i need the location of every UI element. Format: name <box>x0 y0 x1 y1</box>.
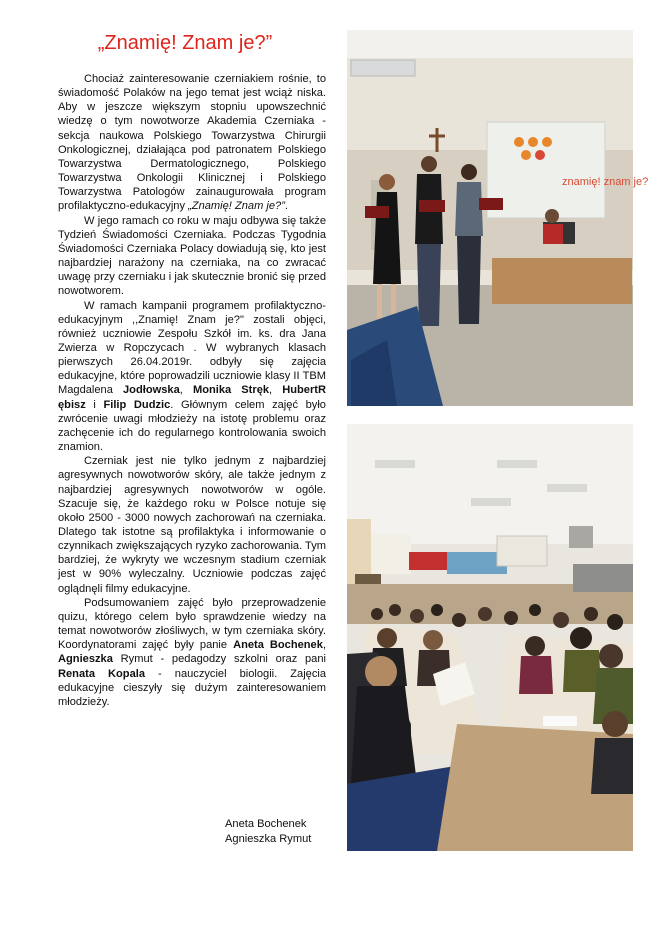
text-run: Chociaż zainteresowanie czerniakiem rośnie, to świadomość Polaków na jego temat jest wciąż niska. Aby w jeszcze większym stopniu upowszechnić wiedzę o tym nowotworze Akademia Czerniaka - sekcja naukowa Polskiego Towarzystwa Chirurgii Onkologicznej, działająca pod patronatem Polskiego Towarzystwa Dermatologicznego, Polskiego Towarzystwa Onkologii Klinicznej i Polskiego Towarzystwa Patologów zainaugurowała program profilaktyczno-edukacyjny <box>58 73 326 213</box>
text-run: W ramach kampanii programem profilaktyczno-edukacyjnym ,,Znamię! Znam je?" zostali objęci, również uczniowie Zespołu Szkół im. ks. dra Jana Zwierza w Ropczycach . W wybranych klasach pierwszych 26.04.2019r. odbyły się zajęcia edukacyjne, które poprowadzili uczniowie klasy II TBM Magdalena <box>58 299 326 397</box>
paragraph-1 <box>58 72 326 214</box>
bold-name: Renata Kopala <box>58 667 146 680</box>
text-run: . <box>284 200 288 213</box>
bold-name: Monika Stręk <box>192 384 270 397</box>
paragraph-4 <box>58 454 326 596</box>
text-run: . Głównym celem zajęć było zwrócenie uwagi młodzieży na istotę problemu oraz zachęcenie ich do regularnego kontrolowania swoich znamion. <box>58 398 326 454</box>
signature-author-2: Agnieszka Rymut <box>225 833 312 845</box>
bold-name: Filip Dudzic <box>103 398 171 411</box>
text-run: W jego ramach co roku w maju odbywa się także Tydzień Świadomości Czerniaka. Podczas Tygodnia Świadomości Czerniaka Polacy dowiadują się, kto jest najbardziej narażony na czerniaka, na co zwracać uwagę przy czerniaku i jak skutecznie bronić się przed nowotworem. <box>58 214 326 298</box>
text-run: Rymut - pedagodzy szkolni oraz pani <box>112 653 326 666</box>
article-body <box>58 72 326 709</box>
screen-text: znamię! znam je? <box>562 176 649 188</box>
photo-presentation <box>347 30 649 406</box>
bold-name: Aneta Bochenek <box>233 639 323 652</box>
article-title: „Znamię! Znam je?” <box>97 32 273 54</box>
text-run: - nauczyciel biologii. Zajęcia edukacyjne cieszyły się dużym zainteresowaniem młodzieży. <box>58 667 327 708</box>
paragraph-3 <box>58 299 326 455</box>
classroom-photo-illustration <box>347 424 633 851</box>
presentation-photo-illustration <box>347 30 649 406</box>
paragraph-2 <box>58 214 326 299</box>
signature-author-1: Aneta Bochenek <box>225 818 307 830</box>
text-run: , <box>269 384 283 397</box>
text-run: Podsumowaniem zajęć było przeprowadzenie quizu, którego celem było sprawdzenie wiedzy na temat nowotworów złośliwych, w tym czerniaka skóry. Koordynatorami zajęć były panie <box>58 596 326 652</box>
bold-name: Agnieszka <box>58 653 113 666</box>
photo-classroom <box>347 424 633 851</box>
paragraph-5 <box>58 596 326 709</box>
text-run: , <box>179 384 193 397</box>
bold-name: Jodłowska <box>123 384 180 397</box>
text-run: i <box>85 398 104 411</box>
signature <box>225 817 327 847</box>
text-run: Czerniak jest nie tylko jednym z najbardziej agresywnych nowotworów skóry, ale także jednym z najbardziej agresywnych nowotworów w ogóle. Szacuje się, że każdego roku w Polsce notuje się około 2500 - 3000 nowych zachorowań na czerniaka. Dlatego tak istotne są profilaktyka i informowanie o czynnikach zwiększających ryzyko zachorowania. Tym bardziej, że wykryty we wczesnym stadium czerniak jest w 90% wyleczalny. Uczniowie podczas zajęć oglądnęli filmy edukacyjne. <box>58 455 326 595</box>
italic-quote: „Znamię! Znam je?” <box>188 200 285 213</box>
bold-name: HubertR ębisz <box>58 384 326 411</box>
text-run: , <box>322 639 326 652</box>
